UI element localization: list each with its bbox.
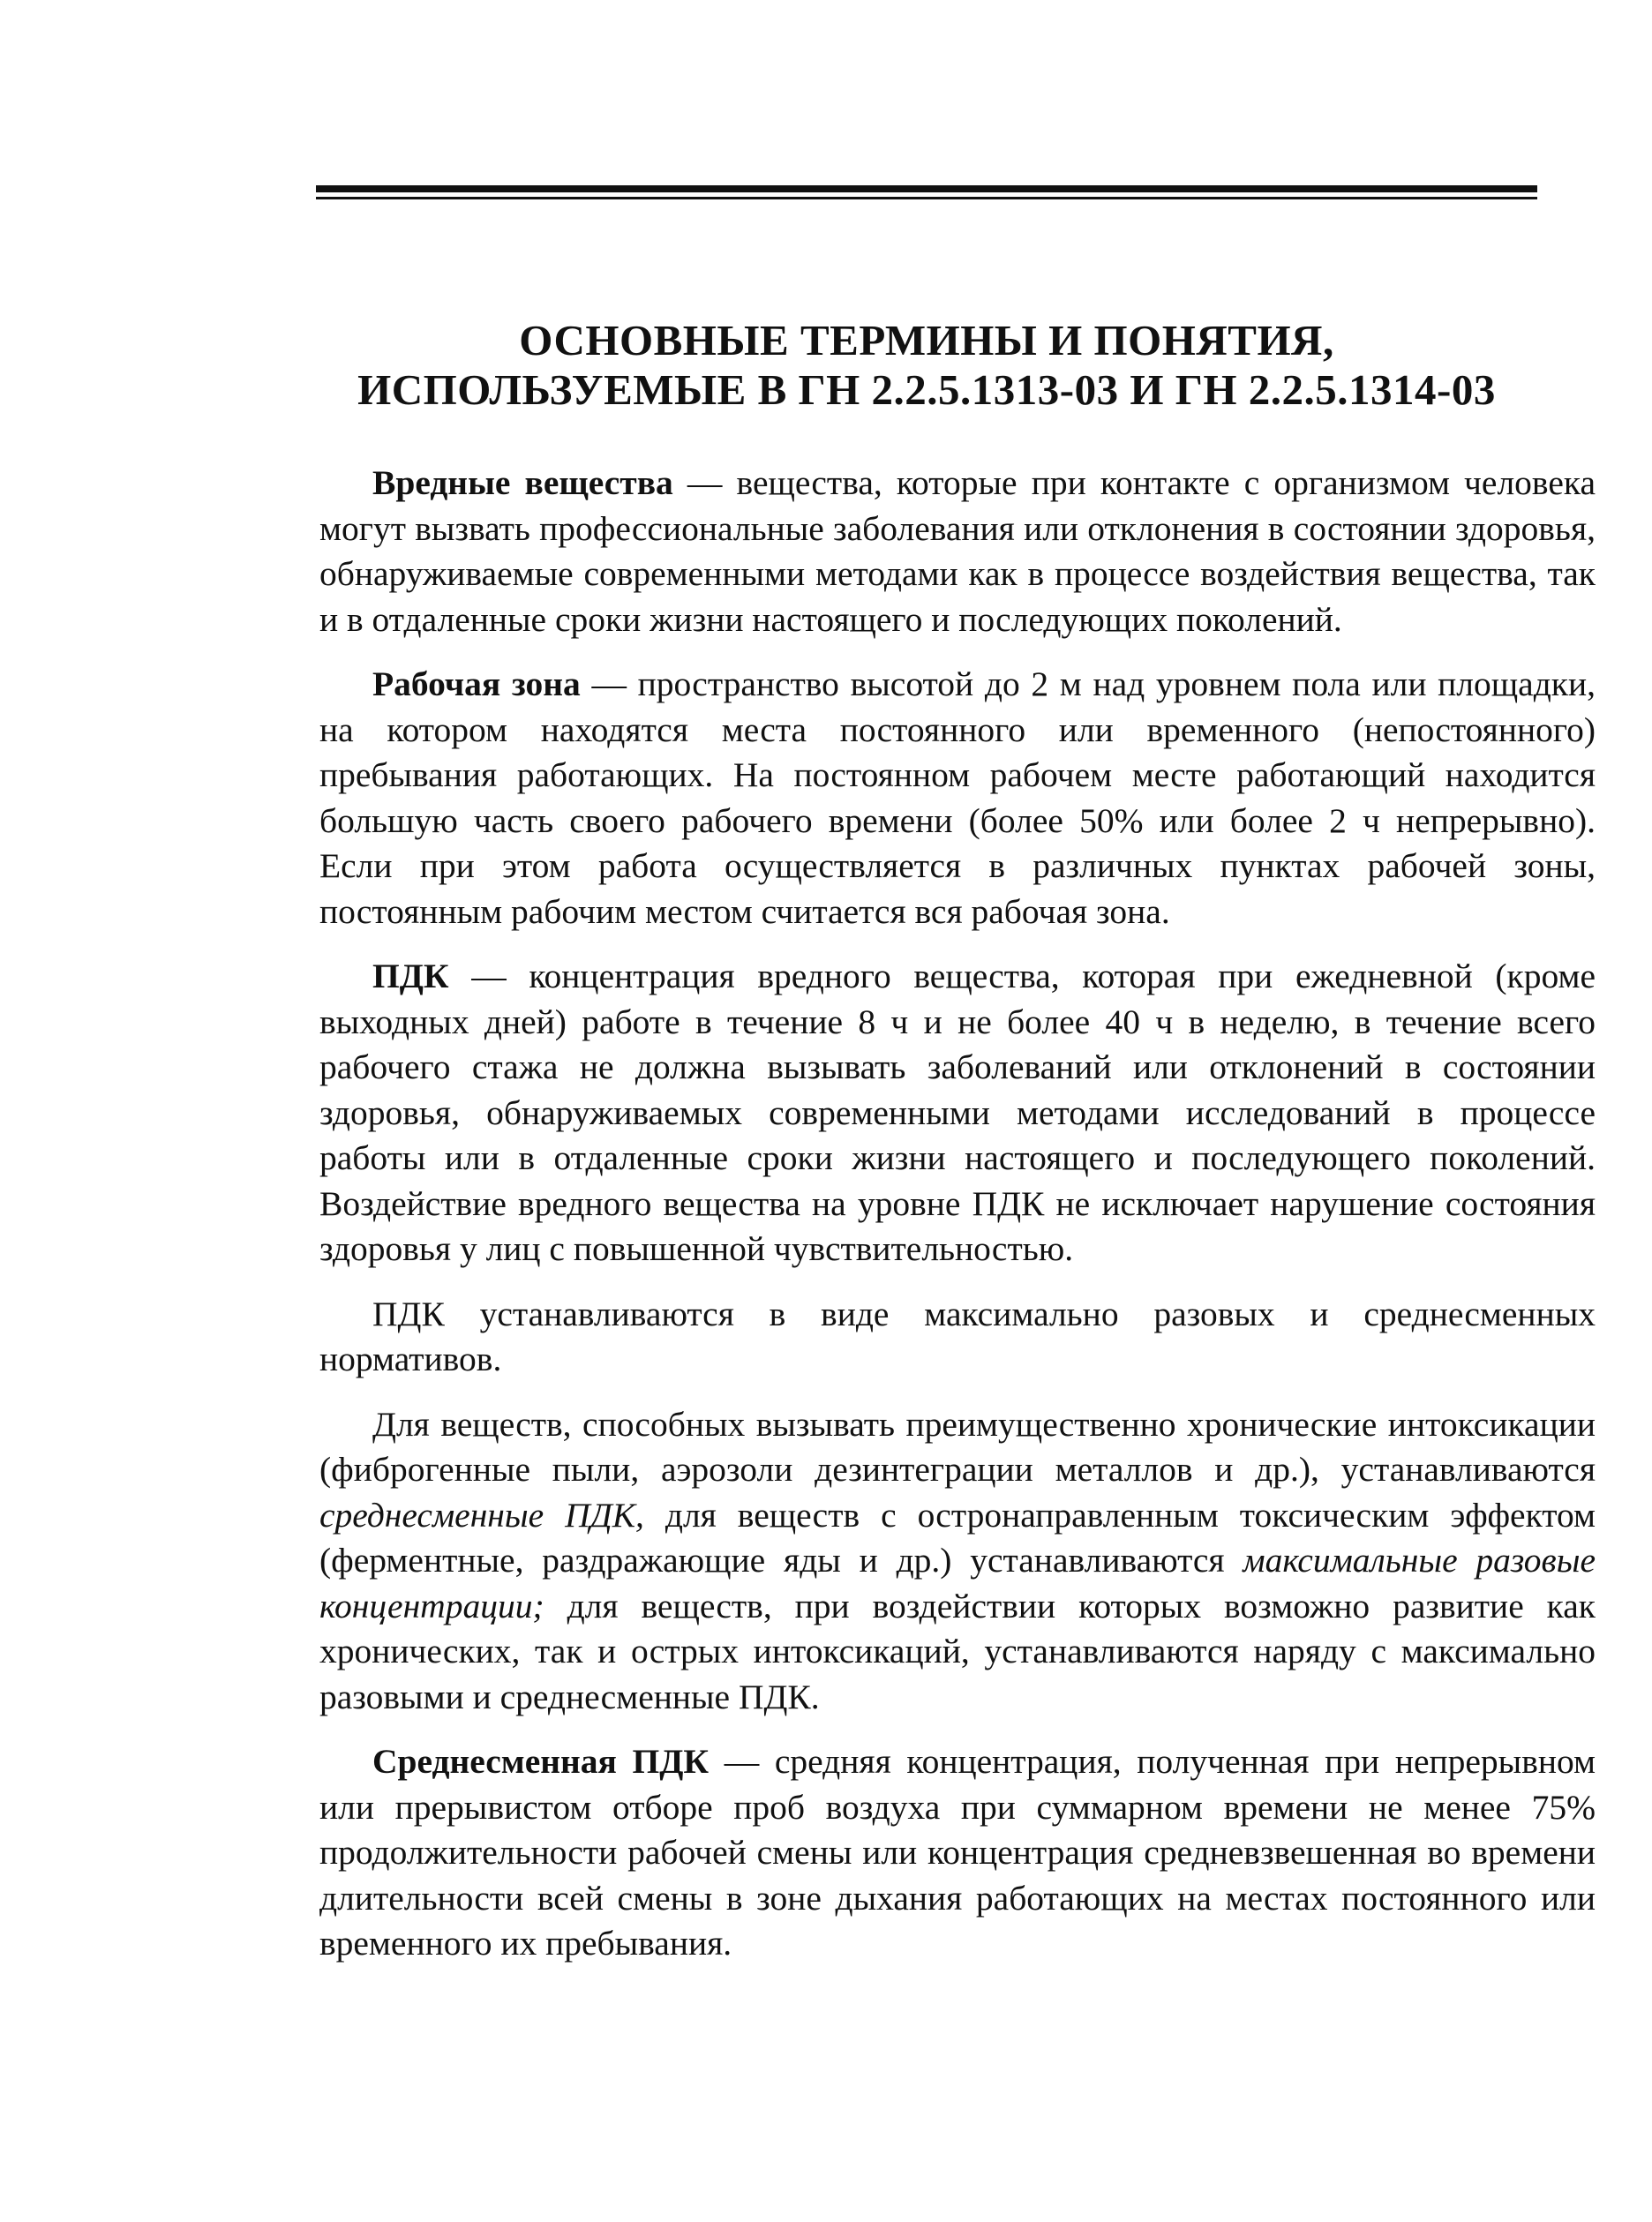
term-pdk: ПДК xyxy=(372,957,449,995)
paragraph-pdk-types xyxy=(319,1292,1596,1383)
text-pdk-application-b: для веществ с остронаправленным токсическим эффектом (ферментные, раздражающие яды и др.) устанавливаются xyxy=(319,1495,1596,1580)
paragraph-shift-average-pdk xyxy=(319,1739,1596,1967)
term-shift-average-pdk: Среднесменная ПДК xyxy=(372,1742,710,1781)
page-title-line-2: ИСПОЛЬЗУЕМЫЕ В ГН 2.2.5.1313-03 И ГН 2.2.5.1314-03 xyxy=(357,365,1496,414)
text-pdk-types: ПДК устанавливаются в виде максимально разовых и среднесменных нормативов. xyxy=(319,1294,1596,1378)
paragraph-pdk xyxy=(319,954,1596,1272)
term-work-zone: Рабочая зона xyxy=(372,664,581,703)
italic-shift-average-pdk: среднесменные ПДК, xyxy=(319,1495,644,1535)
paragraph-work-zone xyxy=(319,662,1596,935)
text-pdk-application-a: Для веществ, способных вызывать преимущественно хронические интоксикации (фиброгенные пыли, аэрозоли дезинтеграции металлов и др.), устанавливаются xyxy=(319,1404,1596,1489)
header-rule-thick xyxy=(316,185,1537,192)
definition-pdk: — концентрация вредного вещества, которая при ежедневной (кроме выходных дней) работе в течение 8 ч и не более 40 ч в неделю, в течение всего рабочего стажа не должна вызывать заболеваний или отклонений в состоянии здоровья, обнаруживаемых современными методами исследований в процессе работы или в отдаленные сроки жизни настоящего и последующего поколений. Воздействие вредного вещества на уровне ПДК не исключает нарушение состояния здоровья у лиц с повышенной чувствительностью. xyxy=(319,957,1596,1268)
paragraph-harmful-substances xyxy=(319,461,1596,642)
definition-harmful-substances: — вещества, которые при контакте с организмом человека могут вызвать профессиональные заболевания или отклонения в состоянии здоровья, обнаруживаемые современными методами как в процессе воздействия вещества, так и в отдаленные сроки жизни настоящего и последующих поколений. xyxy=(319,463,1596,639)
header-rule-thin xyxy=(316,197,1537,199)
text-pdk-application-c: для веществ, при воздействии которых возможно развитие как хронических, так и острых интоксикаций, устанавливаются наряду с максимально разовыми и среднесменные ПДК. xyxy=(319,1586,1596,1716)
document-body xyxy=(319,461,1596,1986)
page-title-line-1: ОСНОВНЫЕ ТЕРМИНЫ И ПОНЯТИЯ, xyxy=(519,316,1334,364)
term-harmful-substances: Вредные вещества xyxy=(372,463,673,502)
definition-shift-average-pdk: — средняя концентрация, полученная при непрерывном или прерывистом отборе проб воздуха при суммарном времени не менее 75% продолжительности рабочей смены или концентрация средневзвешенная во времени длительности всей смены в зоне дыхания работающих на местах постоянного или временного их пребывания. xyxy=(319,1742,1596,1963)
paragraph-pdk-application xyxy=(319,1402,1596,1721)
italic-max-single-concentrations: максимальные разовые концентрации; xyxy=(319,1541,1596,1625)
definition-work-zone: — пространство высотой до 2 м над уровнем пола или площадки, на котором находятся места постоянного или временного (непостоянного) пребывания работающих. На постоянном рабочем месте работающий находится большую часть своего рабочего времени (более 50% или более 2 ч непрерывно). Если при этом работа осуществляется в различных пунктах рабочей зоны, постоянным рабочим местом считается вся рабочая зона. xyxy=(319,664,1596,931)
header-double-rule xyxy=(316,185,1537,199)
page-title xyxy=(316,316,1537,415)
